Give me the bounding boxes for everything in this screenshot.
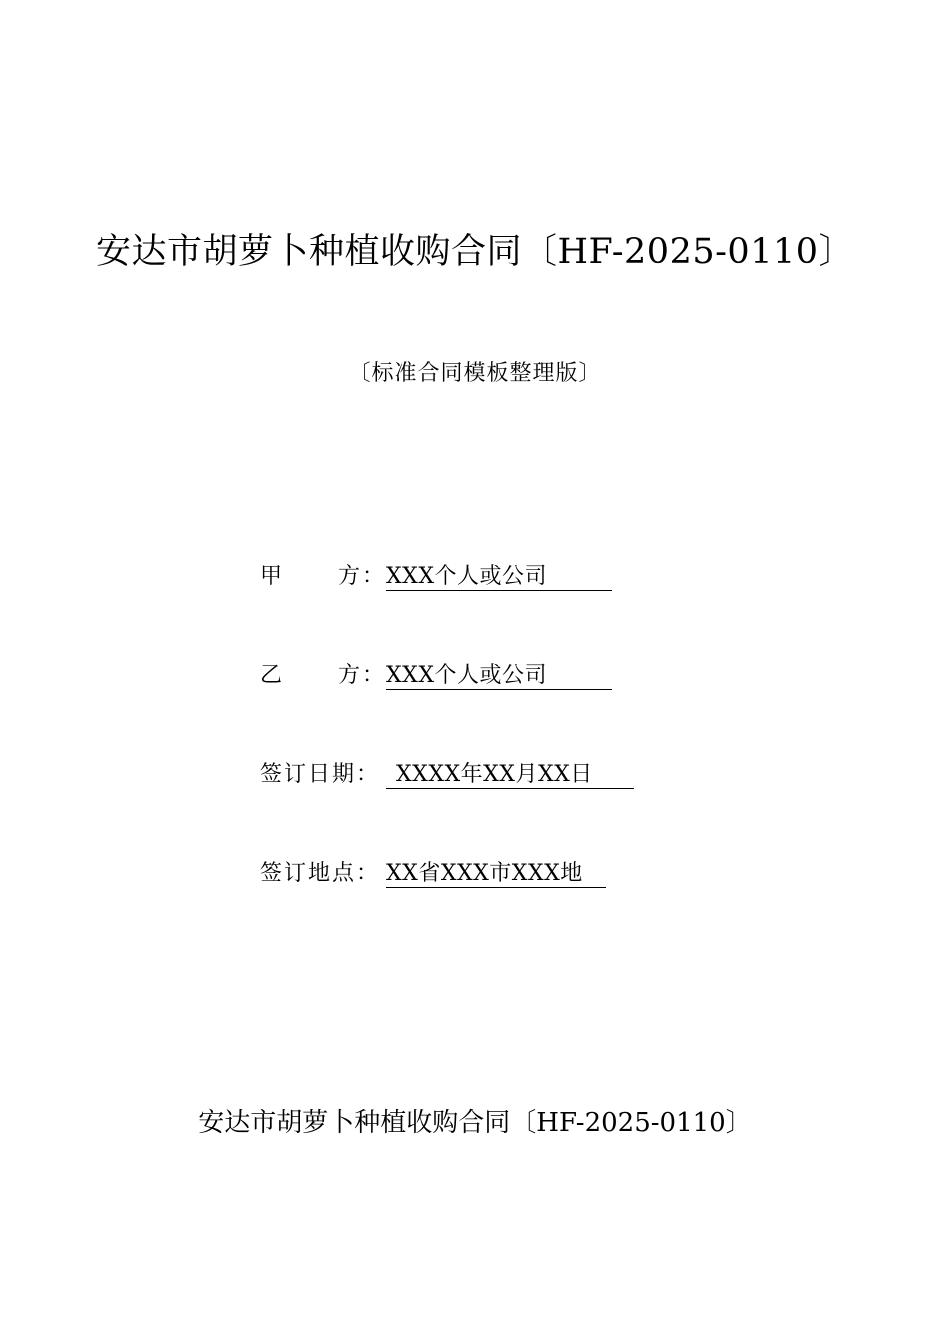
signing-place-label: 签订地点： bbox=[260, 861, 381, 886]
party-b-row bbox=[260, 659, 612, 693]
party-b-label-suffix: 方： bbox=[337, 663, 386, 688]
party-b-label-char: 乙 bbox=[260, 663, 285, 688]
signing-date-label: 签订日期： bbox=[260, 762, 381, 787]
party-a-row bbox=[260, 560, 612, 594]
party-a-label-suffix: 方： bbox=[337, 564, 386, 589]
party-a-label-char: 甲 bbox=[260, 564, 285, 589]
party-b-label bbox=[260, 659, 386, 693]
document-title: 安达市胡萝卜种植收购合同〔HF-2025-0110〕 bbox=[95, 232, 855, 272]
party-a-label bbox=[260, 560, 386, 594]
signing-place-row bbox=[260, 857, 606, 891]
signing-date-row bbox=[260, 758, 634, 792]
party-a-value: XXX个人或公司 bbox=[386, 564, 612, 591]
party-b-value: XXX个人或公司 bbox=[386, 663, 612, 690]
signing-place-value: XX省XXX市XXX地 bbox=[386, 861, 606, 888]
document-footer-title: 安达市胡萝卜种植收购合同〔HF-2025-0110〕 bbox=[198, 1108, 752, 1138]
signing-date-value: XXXX年XX月XX日 bbox=[386, 762, 634, 789]
document-subtitle: 〔标准合同模板整理版〕 bbox=[348, 361, 602, 386]
